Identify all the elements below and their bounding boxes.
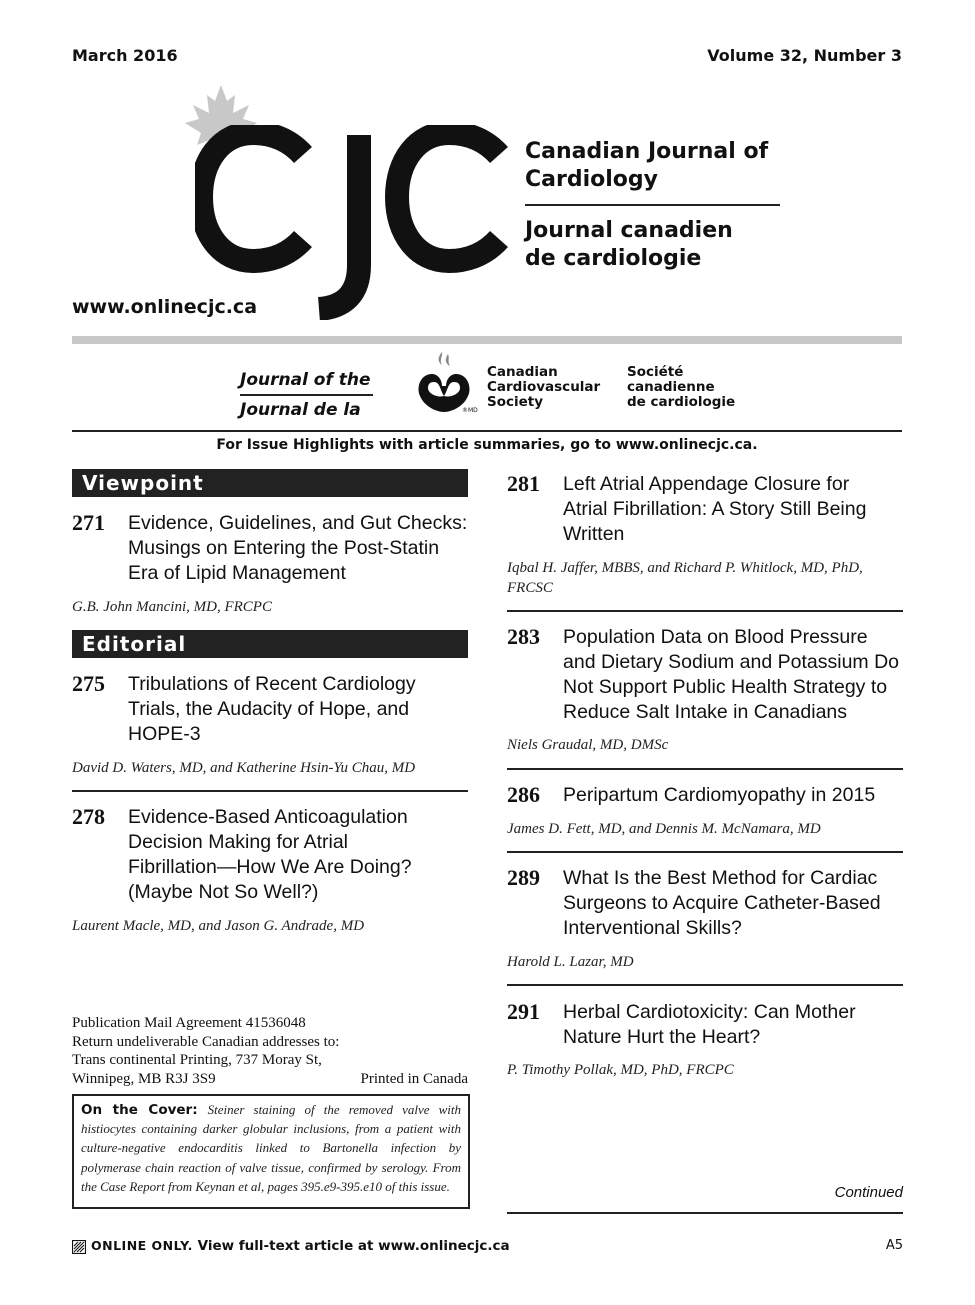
issue-date: March 2016: [72, 46, 178, 65]
journal-of-society: Journal of the Journal de la: [240, 366, 373, 424]
issue-highlights-note: For Issue Highlights with article summaries, go to www.onlinecjc.ca.: [216, 437, 758, 453]
article-291-page: 291: [507, 999, 540, 1024]
article-281-authors: Iqbal H. Jaffer, MBBS, and Richard P. Whitlock, MD, PhD, FRCSC: [507, 560, 863, 596]
cover-description-box: [72, 1094, 470, 1209]
article-286-page: 286: [507, 782, 540, 807]
right-rule-bottom: [507, 1212, 903, 1214]
article-271-title[interactable]: Evidence, Guidelines, and Gut Checks: Musings on Entering the Post-Statin Era of Lipid Management: [128, 512, 468, 584]
article-289-authors: Harold L. Lazar, MD: [507, 954, 634, 970]
cjc-logo: [195, 125, 515, 320]
ccs-heart-logo: [412, 350, 482, 416]
journal-url[interactable]: www.onlinecjc.ca: [72, 296, 258, 318]
article-283-authors: Niels Graudal, MD, DMSc: [507, 737, 669, 753]
article-275-authors: David D. Waters, MD, and Katherine Hsin-Yu Chau, MD: [72, 760, 416, 776]
article-283-title[interactable]: Population Data on Blood Pressure and Dietary Sodium and Potassium Do Not Support Public Health Strategy to Reduce Salt Intake in Canadians: [563, 626, 900, 723]
article-281-page: 281: [507, 471, 540, 496]
publication-mail-block: Publication Mail Agreement 41536048 Return undeliverable Canadian addresses to: Trans continental Printing, 737 Moray St, Winnipeg, MB R3J 3S9 Printed in Canada: [72, 1015, 468, 1087]
article-278-authors: Laurent Macle, MD, and Jason G. Andrade, MD: [72, 918, 365, 934]
right-rule-1: [507, 610, 903, 612]
registered-mark: ®MD: [462, 407, 478, 414]
online-only-note: ONLINE ONLY. View full-text article at www.onlinecjc.ca: [91, 1238, 510, 1254]
article-291-authors: P. Timothy Pollak, MD, PhD, FRCPC: [507, 1062, 734, 1078]
title-english: Canadian Journal of Cardiology: [525, 139, 769, 192]
article-278-title[interactable]: Evidence-Based Anticoagulation Decision Making for Atrial Fibrillation—How We Are Doing? (Maybe Not So Well?): [128, 806, 412, 903]
article-278-page: 278: [72, 804, 105, 829]
right-rule-2: [507, 768, 903, 770]
right-rule-4: [507, 984, 903, 986]
article-286-title[interactable]: Peripartum Cardiomyopathy in 2015: [563, 784, 876, 806]
cover-text: Steiner staining of the removed valve with histiocytes containing darker globular inclusions, from a patient with culture-negative endocarditis linked to Bartonella infection by polymerase chain reaction of valve tissue, confirmed by serology. From the Case Report from Keynan et al, pages 395.e9-395.e10 of this issue.: [81, 1102, 461, 1194]
article-283-page: 283: [507, 624, 540, 649]
banner-rule: [72, 430, 902, 432]
article-271-authors: G.B. John Mancini, MD, FRCPC: [72, 599, 272, 615]
article-289-title[interactable]: What Is the Best Method for Cardiac Surgeons to Acquire Catheter-Based Interventional Skills?: [563, 867, 881, 939]
article-291-title[interactable]: Herbal Cardiotoxicity: Can Mother Nature Hurt the Heart?: [563, 1001, 856, 1048]
title-divider: [525, 204, 780, 206]
cover-label: On the Cover:: [81, 1102, 198, 1118]
issue-volume: Volume 32, Number 3: [707, 46, 902, 65]
right-rule-3: [507, 851, 903, 853]
section-viewpoint-header: Viewpoint: [72, 469, 468, 497]
printed-in-canada: Printed in Canada: [360, 1070, 468, 1087]
society-name-en: Canadian Cardiovascular Society: [487, 364, 601, 410]
continued-label: Continued: [834, 1184, 903, 1201]
article-286-authors: James D. Fett, MD, and Dennis M. McNamara, MD: [507, 821, 821, 837]
header-gray-band: [72, 336, 902, 344]
page-code: A5: [885, 1238, 903, 1253]
title-french: Journal canadien de cardiologie: [525, 218, 733, 271]
society-name-fr: Société canadienne de cardiologie: [627, 364, 736, 410]
left-rule-1: [72, 790, 468, 792]
article-289-page: 289: [507, 865, 540, 890]
article-275-title[interactable]: Tribulations of Recent Cardiology Trials, the Audacity of Hope, and HOPE-3: [128, 673, 416, 745]
article-275-page: 275: [72, 671, 105, 696]
online-only-icon: [72, 1240, 86, 1254]
section-editorial-header: Editorial: [72, 630, 468, 658]
article-271-page: 271: [72, 510, 105, 535]
article-281-title[interactable]: Left Atrial Appendage Closure for Atrial Fibrillation: A Story Still Being Written: [563, 473, 867, 545]
